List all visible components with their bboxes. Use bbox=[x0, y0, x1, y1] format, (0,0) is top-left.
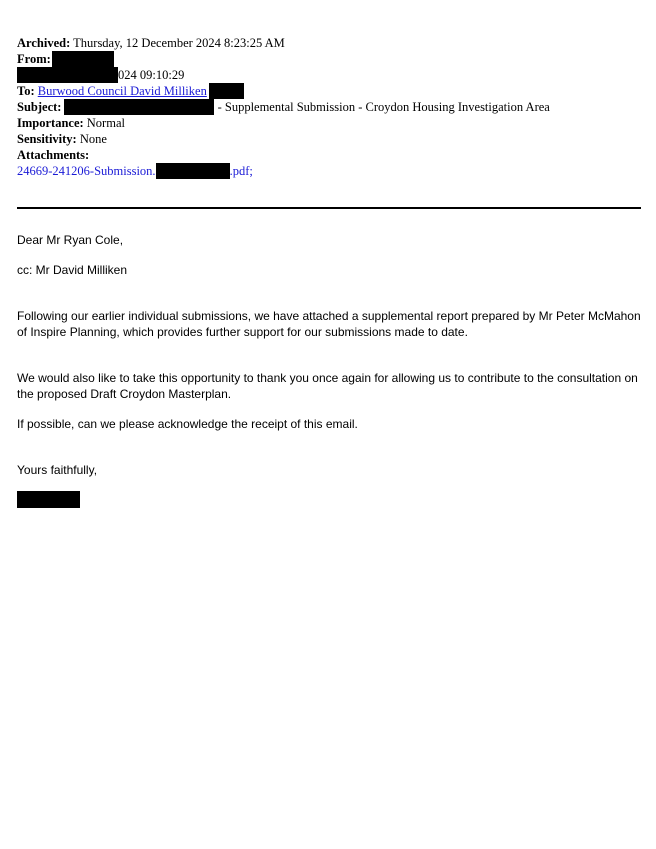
email-body bbox=[17, 232, 641, 478]
attachment-suffix: .pdf; bbox=[229, 164, 253, 178]
attachment-redaction bbox=[156, 163, 230, 179]
greeting: Dear Mr Ryan Cole, bbox=[17, 233, 124, 247]
subject-label: Subject: bbox=[17, 100, 62, 114]
archived-label: Archived: bbox=[17, 36, 71, 50]
signature-redaction bbox=[17, 491, 80, 508]
from-label: From: bbox=[17, 52, 51, 66]
sensitivity-label: Sensitivity: bbox=[17, 132, 77, 146]
cc-line: cc: Mr David Milliken bbox=[17, 263, 128, 277]
subject-value: - Supplemental Submission - Croydon Housing Investigation Area bbox=[214, 100, 550, 114]
from-redaction bbox=[52, 51, 114, 67]
to-recipient-link[interactable]: Burwood Council David Milliken bbox=[37, 84, 207, 98]
sent-value: 024 09:10:29 bbox=[118, 68, 185, 82]
sensitivity-line bbox=[17, 131, 641, 147]
sensitivity-value: None bbox=[76, 132, 107, 146]
subject-line bbox=[17, 99, 641, 115]
archived-line bbox=[17, 35, 641, 51]
to-line bbox=[17, 83, 641, 99]
sent-line bbox=[17, 67, 641, 83]
paragraph-3: If possible, can we please acknowledge the receipt of this email. bbox=[17, 417, 358, 431]
closing: Yours faithfully, bbox=[17, 463, 98, 477]
attachments-line bbox=[17, 147, 641, 163]
importance-line bbox=[17, 115, 641, 131]
to-label: To: bbox=[17, 84, 35, 98]
importance-label: Importance: bbox=[17, 116, 84, 130]
subject-redaction bbox=[64, 99, 214, 115]
to-redaction bbox=[209, 83, 244, 99]
from-line bbox=[17, 51, 641, 67]
importance-value: Normal bbox=[83, 116, 125, 130]
header-divider bbox=[17, 207, 641, 209]
sent-redaction bbox=[17, 67, 118, 83]
attachments-label: Attachments: bbox=[17, 148, 90, 162]
attachment-link[interactable] bbox=[17, 163, 641, 179]
paragraph-2: We would also like to take this opportunity to thank you once again for allowing us to contribute to the consultation on the proposed Draft Croydon Masterplan. bbox=[17, 371, 638, 401]
paragraph-1: Following our earlier individual submissions, we have attached a supplemental report prepared by Mr Peter McMahon of Inspire Planning, which provides further support for our submissions made to date. bbox=[17, 309, 641, 339]
email-header bbox=[17, 35, 641, 179]
archived-value: Thursday, 12 December 2024 8:23:25 AM bbox=[70, 36, 285, 50]
attachment-prefix: 24669-241206-Submission. bbox=[17, 164, 156, 178]
